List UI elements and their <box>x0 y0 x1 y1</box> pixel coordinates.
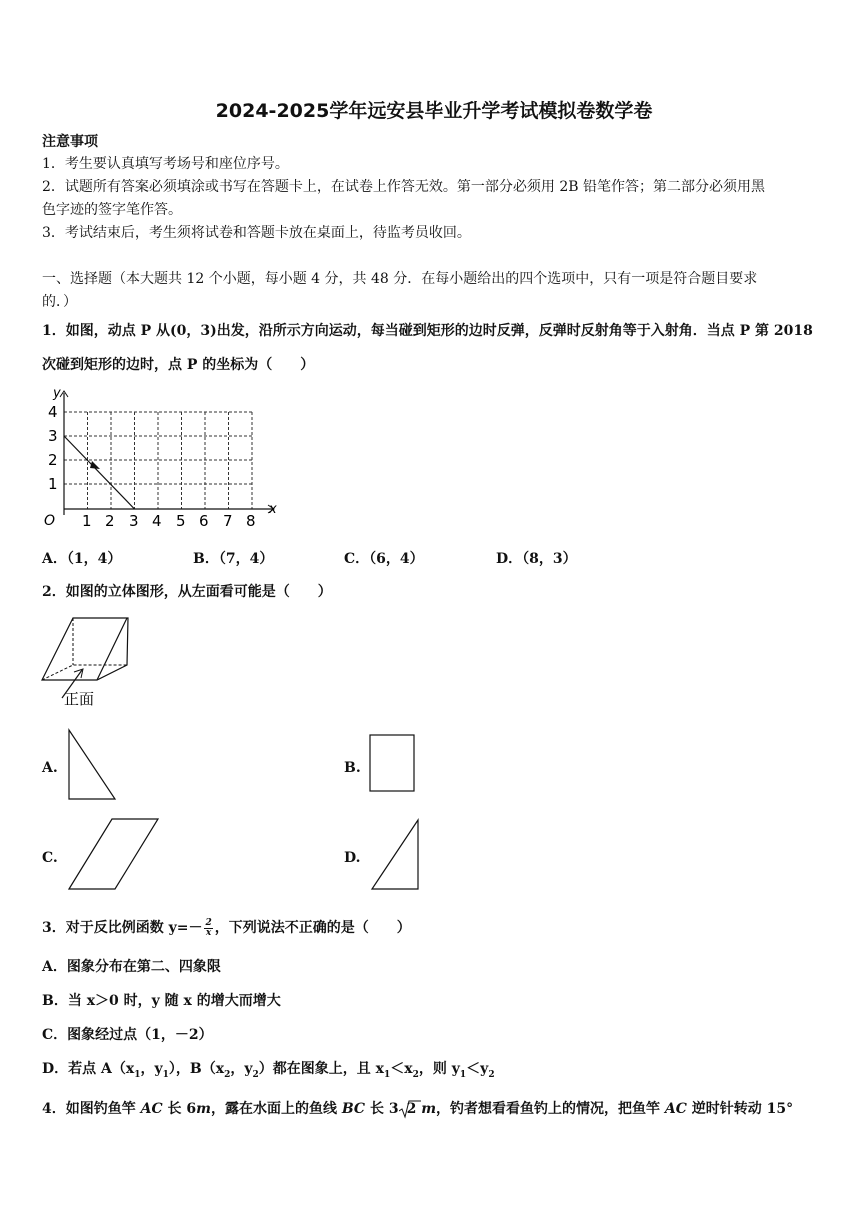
origin-label: O <box>44 513 56 529</box>
page-title: 2024-2025学年远安县毕业升学考试模拟卷数学卷 <box>215 100 653 122</box>
q1-option-b[interactable]: B．（7，4） <box>193 551 274 567</box>
x-tick-label: 6 <box>199 512 209 530</box>
y-tick-label: 1 <box>48 475 58 493</box>
q1-option-a[interactable]: A．（1，4） <box>42 551 122 567</box>
section-heading-cont: 的．） <box>42 294 77 310</box>
y-tick-label: 3 <box>48 427 58 445</box>
section-heading: 一、选择题（本大题共 12 个小题，每小题 4 分，共 48 分．在每小题给出的四个选项中，只有一项是符合题目要求 <box>42 271 758 287</box>
q1-coordinate-figure <box>40 385 285 530</box>
x-tick-label: 8 <box>246 512 256 530</box>
q2-option-d-label[interactable]: D. <box>344 850 361 866</box>
q1-option-d[interactable]: D．（8，3） <box>496 551 577 567</box>
q2-option-b-label[interactable]: B. <box>344 760 361 776</box>
notice-item: 1．考生要认真填写考场号和座位序号。 <box>42 156 289 172</box>
x-tick-label: 4 <box>152 512 162 530</box>
q1-grid-lines <box>64 412 252 509</box>
q3-option-c[interactable]: C．图象经过点（1，－2） <box>42 1027 213 1043</box>
x-tick-label: 5 <box>176 512 186 530</box>
x-tick-label: 2 <box>105 512 115 530</box>
q3-option-b[interactable]: B．当 x＞0 时，y 随 x 的增大而增大 <box>42 993 281 1009</box>
x-tick-label: 3 <box>129 512 139 530</box>
q2-stem: 2．如图的立体图形，从左面看可能是（ ） <box>42 584 332 600</box>
x-tick-label: 1 <box>82 512 92 530</box>
q2-option-b-shape <box>368 733 418 795</box>
y-axis-label: y <box>53 386 61 401</box>
x-tick-label: 7 <box>223 512 233 530</box>
notice-item: 3．考试结束后，考生须将试卷和答题卡放在桌面上，待监考员收回。 <box>42 225 471 241</box>
q1-stem-cont: 次碰到矩形的边时，点 P 的坐标为（ ） <box>42 357 315 373</box>
x-axis-label: x <box>269 502 277 517</box>
fraction: $\frac{2}{x}$ <box>205 917 212 938</box>
q2-option-a-label[interactable]: A. <box>42 760 58 776</box>
direction-arrow-icon <box>90 461 100 469</box>
q2-option-a-shape <box>66 728 118 802</box>
sqrt-expression: 2 <box>399 1101 417 1117</box>
path-segment <box>64 436 135 509</box>
y-tick-label: 2 <box>48 451 58 469</box>
front-label: 正面 <box>64 690 95 708</box>
q3-stem: 3．对于反比例函数 y=－ $\frac{2}{x}$ ，下列说法不正确的是（ ） <box>42 917 411 938</box>
q1-option-c[interactable]: C．（6，4） <box>344 551 424 567</box>
q1-stem: 1．如图，动点 P 从(0，3)出发，沿所示方向运动，每当碰到矩形的边时反弹，反弹时反射角等于入射角．当点 P 第 2018 <box>42 323 813 339</box>
q2-option-c-shape <box>66 816 162 892</box>
q2-option-c-label[interactable]: C. <box>42 850 58 866</box>
q4-stem: 4．如图钓鱼竿 AC 长 6m，露在水面上的鱼线 BC 长 3 2 m，钓者想看看鱼钓上的情况，把鱼竿 AC 逆时针转动 15° <box>42 1101 794 1117</box>
q2-solid-figure <box>38 610 138 710</box>
notice-item: 2．试题所有答案必须填涂或书写在答题卡上，在试卷上作答无效。第一部分必须用 2B 铅笔作答；第二部分必须用黑 <box>42 179 765 195</box>
y-tick-label: 4 <box>48 403 58 421</box>
notice-heading: 注意事项 <box>42 134 98 150</box>
notice-item: 色字迹的签字笔作答。 <box>42 202 182 218</box>
q3-option-a[interactable]: A．图象分布在第二、四象限 <box>42 959 221 975</box>
q2-option-d-shape <box>370 818 422 892</box>
q3-option-d[interactable]: D．若点 $A(x_1$，$y_1$），$B(x_2$，$y_2$）都在图象上，且 $x_1<x_2$，则 $y_1<y_2$ <box>42 1061 495 1080</box>
